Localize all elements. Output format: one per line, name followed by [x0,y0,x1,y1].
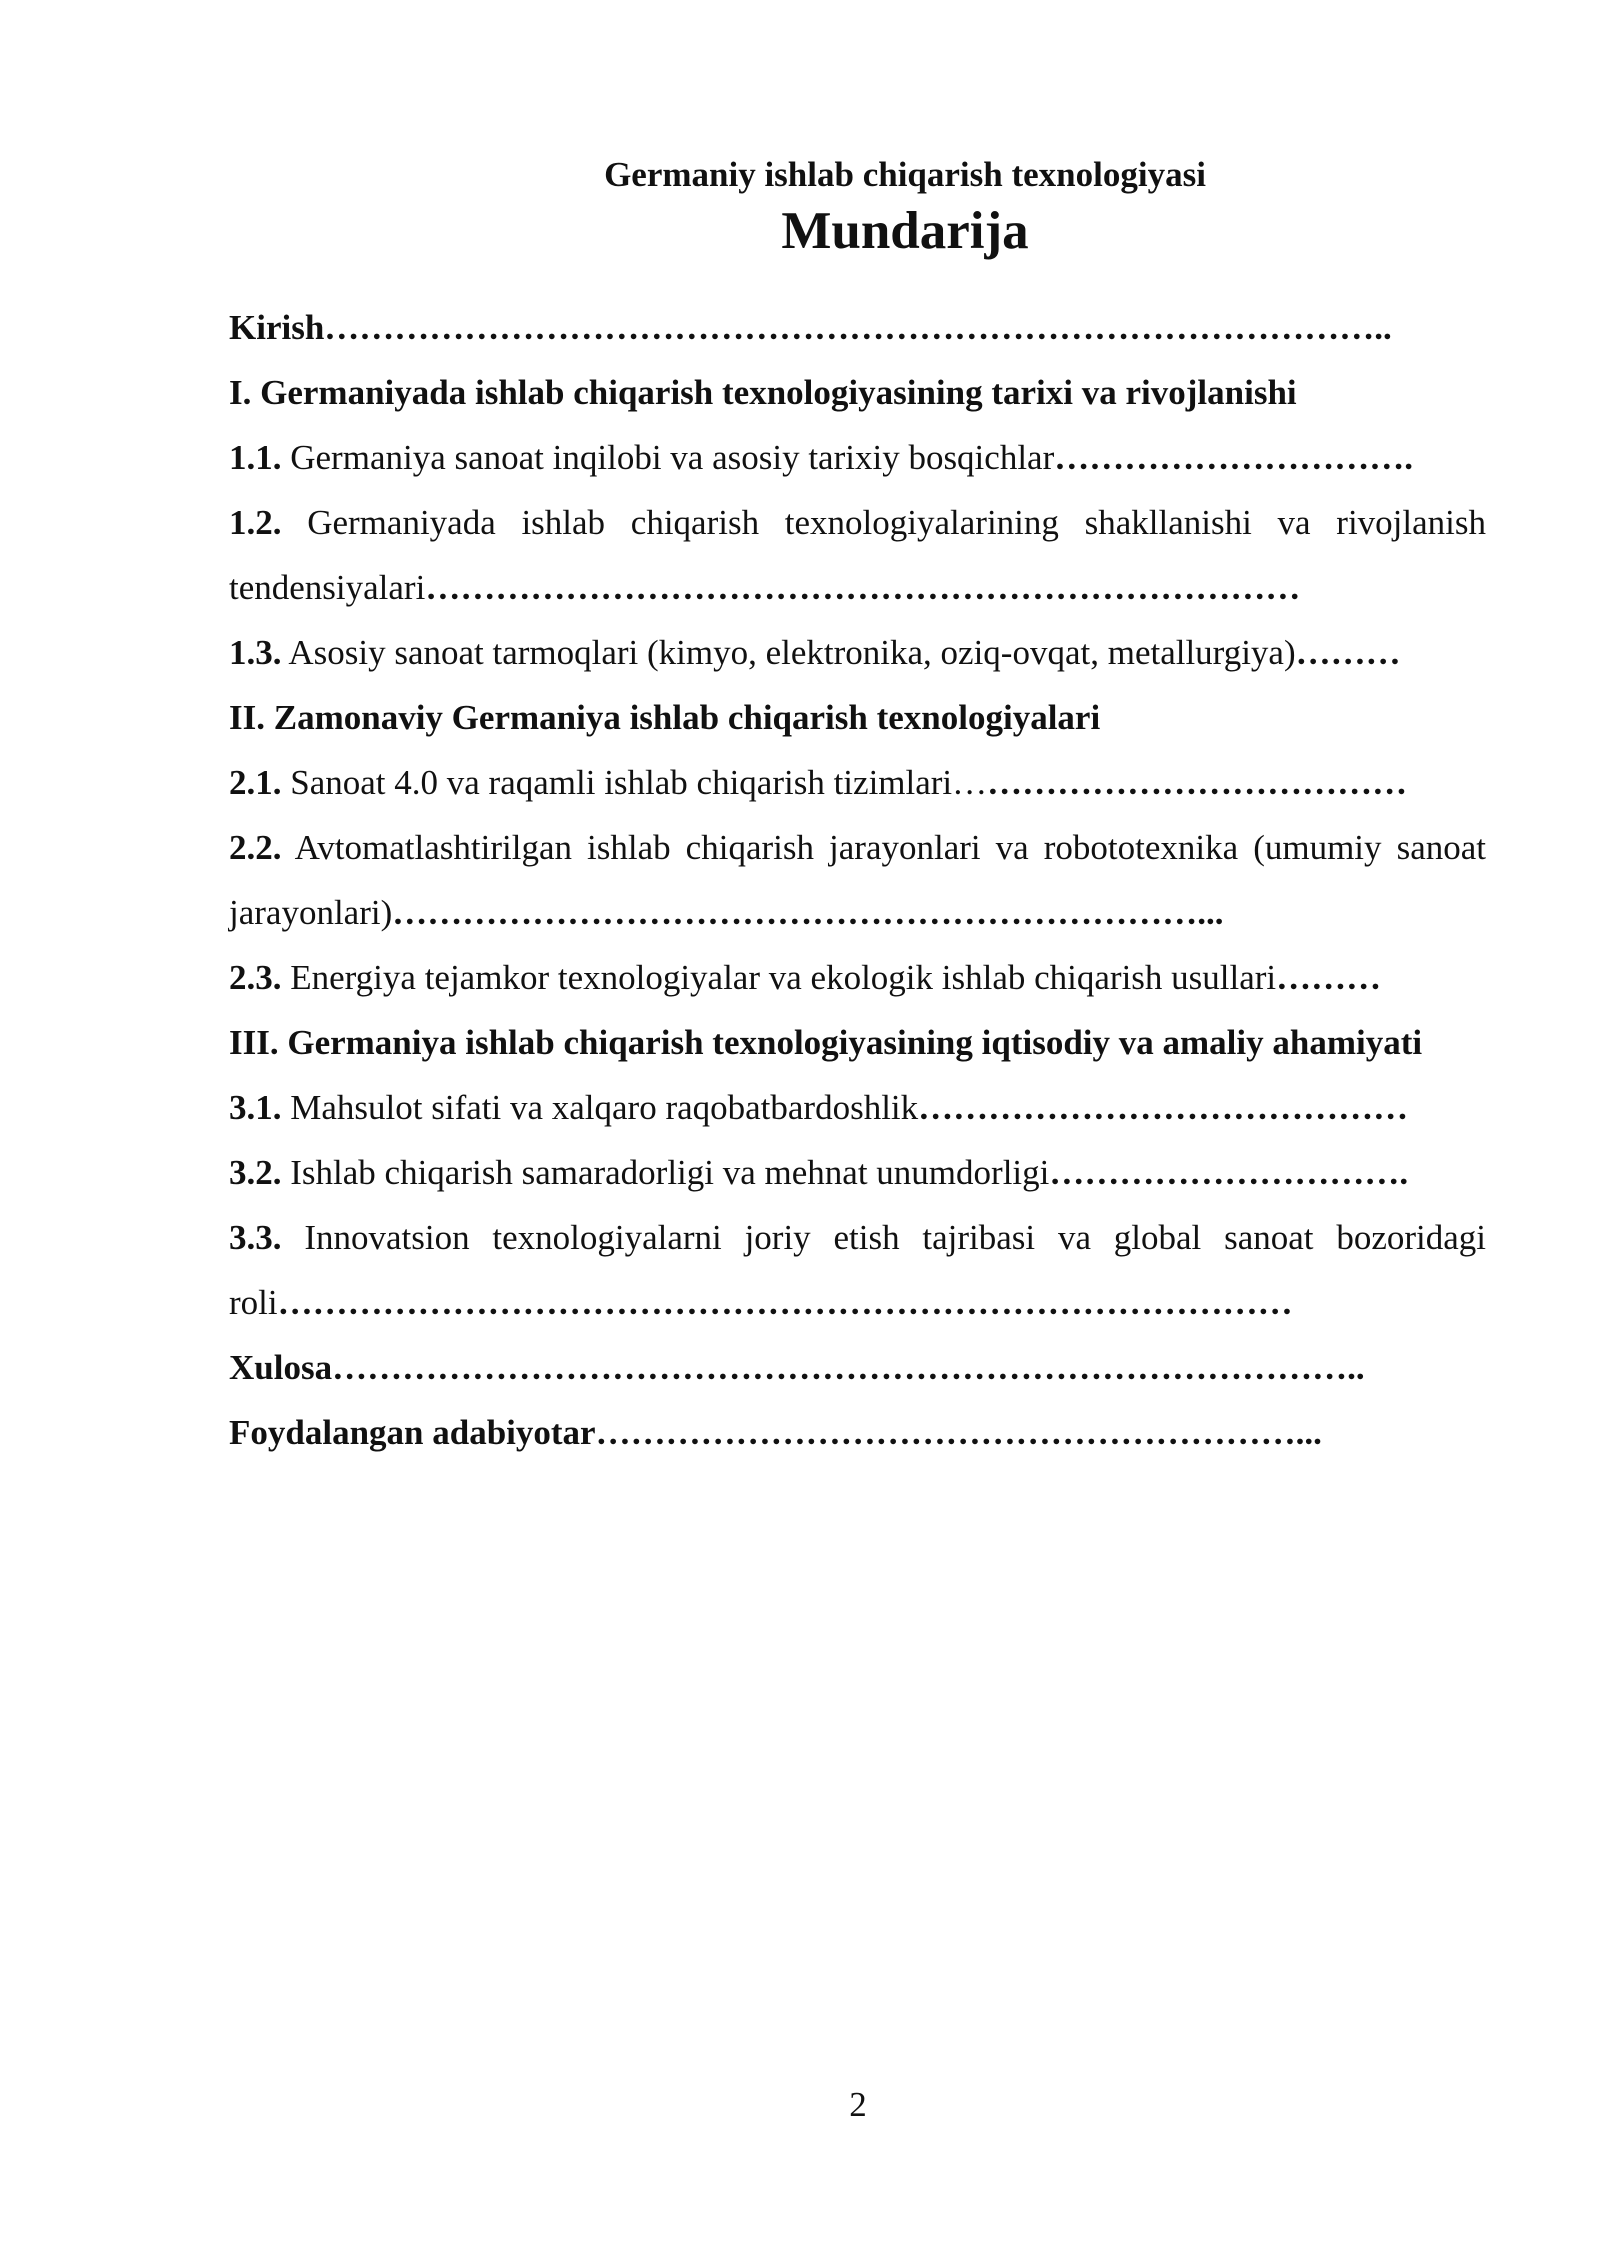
toc-entry-kirish [229,295,1486,360]
toc-leader-dots: …………………………………… [918,1088,1409,1127]
toc-number: 3.2. [229,1153,282,1192]
toc-text: Mahsulot sifati va xalqaro raqobatbardoshlik [290,1088,919,1127]
toc-number: 1.2. [229,503,282,542]
toc-leader-dots: ………………………………………………………………… [425,568,1301,607]
toc-entry-adabiyot [229,1400,1486,1465]
toc-entry-xulosa [229,1335,1486,1400]
toc-label: Kirish [229,308,325,347]
toc-entry-1-1 [229,425,1486,490]
toc-entry-part-1 [229,360,1486,425]
toc-leader-dots: ……… [1295,633,1401,672]
toc-leader-dots: ……… [1276,958,1382,997]
toc-entry-2-1 [229,750,1486,815]
table-of-contents [229,295,1486,1465]
toc-number: 1.3. [229,633,282,672]
toc-number: 3.3. [229,1218,282,1257]
toc-leader-dots: ……………………………………………………………... [392,893,1224,932]
toc-leader-dots: …………………………. [1054,438,1413,477]
toc-text: Avtomatlashtirilgan ishlab chiqarish jarayonlari va robototexnika (umumiy sanoat jarayonlari) [229,828,1486,932]
toc-text: Energiya tejamkor texnologiyalar va ekologik ishlab chiqarish usullari [290,958,1277,997]
toc-entry-part-2 [229,685,1486,750]
toc-number: 1.1. [229,438,282,477]
toc-leader-dots: …………………………………………………………………………….. [332,1348,1365,1387]
page-number: 2 [849,2085,867,2124]
toc-number: 3.1. [229,1088,282,1127]
toc-leader-dots: ……………………………… [987,763,1408,802]
toc-entry-1-3 [229,620,1486,685]
toc-leader-dots: …………………………. [1049,1153,1409,1192]
toc-text: Sanoat 4.0 va raqamli ishlab chiqarish tizimlari… [290,763,988,802]
toc-leader-dots: ……………………………………………………... [595,1413,1322,1452]
toc-entry-part-3 [229,1010,1486,1075]
toc-entry-3-1 [229,1075,1486,1140]
toc-number: 2.3. [229,958,282,997]
document-subtitle: Germaniy ishlab chiqarish texnologiyasi [604,155,1206,194]
toc-text: Asosiy sanoat tarmoqlari (kimyo, elektronika, oziq-ovqat, metallurgiya) [288,633,1296,672]
toc-entry-1-2 [229,490,1486,620]
toc-entry-3-2 [229,1140,1486,1205]
toc-text: Innovatsion texnologiyalarni joriy etish tajribasi va global sanoat bozoridagi roli [229,1218,1486,1322]
page-title: Mundarija [781,202,1029,260]
toc-number: 2.1. [229,763,282,802]
toc-entry-3-3 [229,1205,1486,1335]
toc-label: I. Germaniyada ishlab chiqarish texnologiyasining tarixi va rivojlanishi [229,373,1297,412]
toc-label: Xulosa [229,1348,333,1387]
toc-entry-2-3 [229,945,1486,1010]
toc-label: III. Germaniya ishlab chiqarish texnologiyasining iqtisodiy va amaliy ahamiyati [229,1023,1423,1062]
toc-leader-dots: …………………………………………………………………………… [277,1283,1293,1322]
toc-entry-2-2 [229,815,1486,945]
toc-text: Ishlab chiqarish samaradorligi va mehnat unumdorligi [290,1153,1050,1192]
toc-number: 2.2. [229,828,282,867]
toc-text: Germaniya sanoat inqilobi va asosiy tarixiy bosqichlar [290,438,1055,477]
toc-text: Germaniyada ishlab chiqarish texnologiyalarining shakllanishi va rivojlanish tendensiyalari [229,503,1486,607]
toc-leader-dots: ……………………………………………………………………………….. [324,308,1392,347]
toc-label: II. Zamonaviy Germaniya ishlab chiqarish texnologiyalari [229,698,1101,737]
toc-label: Foydalangan adabiyotar [229,1413,596,1452]
